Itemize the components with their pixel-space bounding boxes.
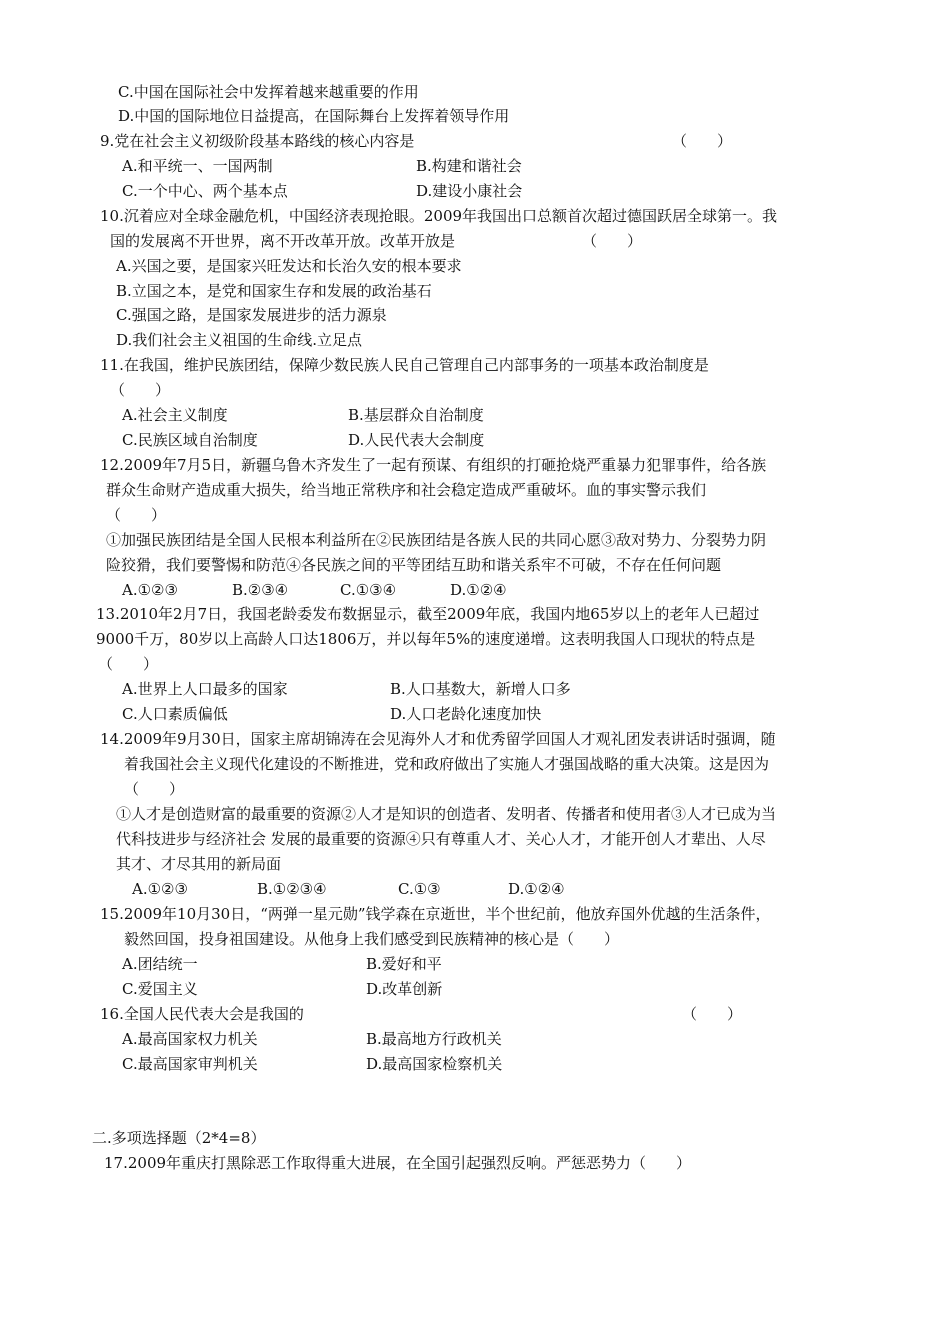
q13-option-a: A.世界上人口最多的国家 xyxy=(122,680,288,698)
q16-option-c: C.最高国家审判机关 xyxy=(122,1055,258,1073)
q14-option-b: B.①②③④ xyxy=(257,880,327,898)
q12-statements-line2: 险狡猾，我们要警惕和防范④各民族之间的平等团结互助和谐关系牢不可破，不存在任何问题 xyxy=(106,556,722,574)
q11-option-a: A.社会主义制度 xyxy=(122,406,228,424)
q14-statements-line2: 代科技进步与经济社会 发展的最重要的资源④只有尊重人才、关心人才，才能开创人才辈出、人尽 xyxy=(116,830,766,848)
q14-statements-line1: ①人才是创造财富的最重要的资源②人才是知识的创造者、发明者、传播者和使用者③人才已成为当 xyxy=(116,805,777,823)
q16-option-b: B.最高地方行政机关 xyxy=(366,1030,502,1048)
q12-option-c: C.①③④ xyxy=(340,581,397,599)
q11-stem: 11.在我国，维护民族团结，保障少数民族人民自己管理自己内部事务的一项基本政治制度是 xyxy=(100,356,709,374)
q10-option-c: C.强国之路，是国家发展进步的活力源泉 xyxy=(116,306,387,324)
q12-option-a: A.①②③ xyxy=(122,581,178,599)
q11-option-c: C.民族区域自治制度 xyxy=(122,431,258,449)
q15-option-a: A.团结统一 xyxy=(122,955,198,973)
q12-option-d: D.①②④ xyxy=(450,581,507,599)
q13-stem-line2: 9000千万，80岁以上高龄人口达1806万，并以每年5%的速度递增。这表明我国人口现状的特点是 xyxy=(96,630,756,648)
q10-option-a: A.兴国之要，是国家兴旺发达和长治久安的根本要求 xyxy=(116,257,462,275)
q10-option-b: B.立国之本，是党和国家生存和发展的政治基石 xyxy=(116,282,432,300)
q15-option-d: D.改革创新 xyxy=(366,980,443,998)
q14-stem-line2: 着我国社会主义现代化建设的不断推进，党和政府做出了实施人才强国战略的重大决策。这是因为 xyxy=(124,755,770,773)
q15-option-b: B.爱好和平 xyxy=(366,955,442,973)
q9-option-a: A.和平统一、一国两制 xyxy=(122,157,273,175)
q14-option-c: C.①③ xyxy=(398,880,441,898)
q12-stem-line1: 12.2009年7月5日，新疆乌鲁木齐发生了一起有预谋、有组织的打砸抢烧严重暴力犯罪事件，给各族 xyxy=(100,456,767,474)
q9-stem: 9.党在社会主义初级阶段基本路线的核心内容是 xyxy=(100,132,415,150)
q10-stem-line2: 国的发展离不开世界，离不开改革开放。改革开放是 xyxy=(110,232,456,250)
q11-option-d: D.人民代表大会制度 xyxy=(348,431,485,449)
q16-answer-bracket: （ ） xyxy=(682,1005,743,1023)
q10-answer-bracket: （ ） xyxy=(582,232,643,250)
q13-option-c: C.人口素质偏低 xyxy=(122,705,228,723)
q12-option-b: B.②③④ xyxy=(232,581,289,599)
q15-stem-line2: 毅然回国，投身祖国建设。从他身上我们感受到民族精神的核心是（ ） xyxy=(124,930,620,948)
q16-option-a: A.最高国家权力机关 xyxy=(122,1030,258,1048)
q12-answer-bracket: （ ） xyxy=(106,506,167,524)
q13-stem-line1: 13.2010年2月7日，我国老龄委发布数据显示，截至2009年底，我国内地65岁以上的老年人已超过 xyxy=(96,605,760,623)
q14-option-a: A.①②③ xyxy=(132,880,188,898)
q9-option-c: C.一个中心、两个基本点 xyxy=(122,182,288,200)
q12-stem-line2: 群众生命财产造成重大损失，给当地正常秩序和社会稳定造成严重破坏。血的事实警示我们 xyxy=(106,481,707,499)
q15-stem-line1: 15.2009年10月30日，“两弹一星元勋”钱学森在京逝世，半个世纪前，他放弃国外优越的生活条件， xyxy=(100,905,771,923)
q12-statements-line1: ①加强民族团结是全国人民根本利益所在②民族团结是各族人民的共同心愿③敌对势力、分裂势力阴 xyxy=(106,531,767,549)
q14-stem-line1: 14.2009年9月30日，国家主席胡锦涛在会见海外人才和优秀留学回国人才观礼团发表讲话时强调，随 xyxy=(100,730,776,748)
q11-answer-bracket: （ ） xyxy=(110,381,171,399)
q11-option-b: B.基层群众自治制度 xyxy=(348,406,484,424)
q16-stem: 16.全国人民代表大会是我国的 xyxy=(100,1005,304,1023)
q15-option-c: C.爱国主义 xyxy=(122,980,198,998)
q14-statements-line3: 其才、才尽其用的新局面 xyxy=(116,855,282,873)
q13-answer-bracket: （ ） xyxy=(98,655,159,673)
q14-answer-bracket: （ ） xyxy=(124,780,185,798)
q9-option-b: B.构建和谐社会 xyxy=(416,157,522,175)
q10-option-d: D.我们社会主义祖国的生命线.立足点 xyxy=(116,331,363,349)
q14-option-d: D.①②④ xyxy=(508,880,565,898)
q8-option-c: C.中国在国际社会中发挥着越来越重要的作用 xyxy=(118,83,419,101)
q9-option-d: D.建设小康社会 xyxy=(416,182,523,200)
q17-stem: 17.2009年重庆打黑除恶工作取得重大进展，在全国引起强烈反响。严惩恶势力（ ） xyxy=(104,1154,692,1172)
q8-option-d: D.中国的国际地位日益提高，在国际舞台上发挥着领导作用 xyxy=(118,107,510,125)
q13-option-d: D.人口老龄化速度加快 xyxy=(390,705,542,723)
q10-stem-line1: 10.沉着应对全球金融危机，中国经济表现抢眼。2009年我国出口总额首次超过德国跃居全球第一。我 xyxy=(100,207,778,225)
q13-option-b: B.人口基数大，新增人口多 xyxy=(390,680,571,698)
q9-answer-bracket: （ ） xyxy=(672,132,733,150)
q16-option-d: D.最高国家检察机关 xyxy=(366,1055,503,1073)
section-heading-multiple-choice: 二.多项选择题（2*4=8） xyxy=(92,1129,266,1147)
